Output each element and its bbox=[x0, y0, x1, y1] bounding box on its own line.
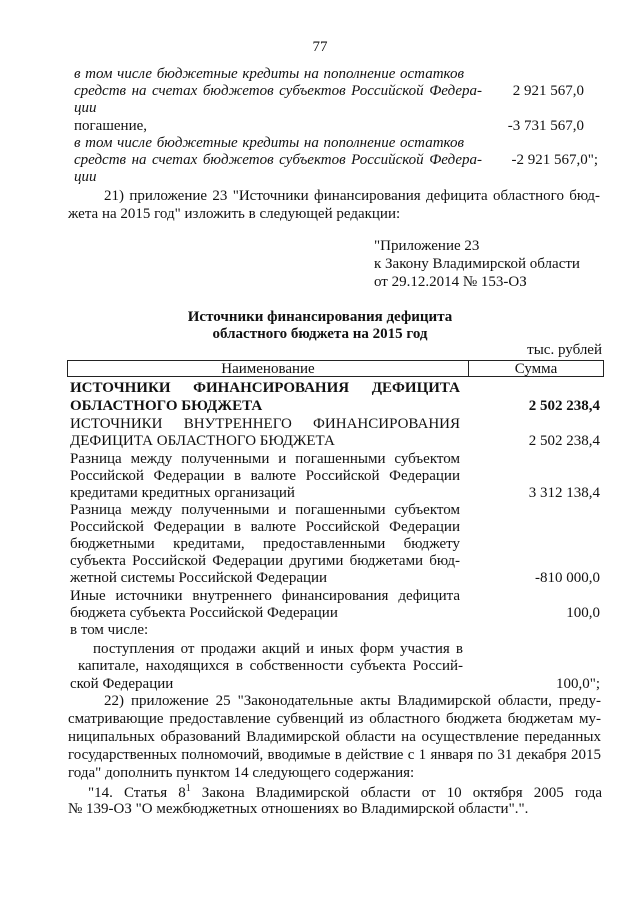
entry-amount: 2 921 567,0 bbox=[512, 83, 584, 99]
table-row-text: ДЕФИЦИТА ОБЛАСТНОГО БЮДЖЕТА bbox=[70, 433, 335, 449]
item22-line: сматривающие предоставление субвенций из областного бюджета бюджетам му- bbox=[68, 711, 601, 727]
table-row-amount: 3 312 138,4 bbox=[528, 485, 600, 501]
column-header-name: Наименование bbox=[221, 361, 315, 377]
item22-line: года" дополнить пунктом 14 следующего содержания: bbox=[68, 765, 415, 781]
table-row-text: ИСТОЧНИКИ ВНУТРЕННЕГО ФИНАНСИРОВАНИЯ bbox=[70, 416, 460, 432]
superscript: 1 bbox=[185, 783, 191, 794]
table-row-text: капитале, находящихся в собственности субъекта Россий- bbox=[78, 658, 463, 674]
column-header-amount: Сумма bbox=[514, 361, 558, 377]
table-row-text: Иные источники внутреннего финансирования дефицита bbox=[70, 588, 460, 604]
table-row-amount: 2 502 238,4 bbox=[528, 433, 600, 449]
table-row-text: Российской Федерации в валюте Российской Федерации bbox=[70, 519, 460, 535]
item22-line: 22) приложение 25 "Законодательные акты Владимирской области, преду- bbox=[104, 693, 601, 709]
entry-text-line: в том числе бюджетные кредиты на пополнение остатков bbox=[74, 135, 464, 151]
table-row-text: бюджета субъекта Российской Федерации bbox=[70, 605, 338, 621]
table-row-amount: 100,0"; bbox=[555, 676, 600, 692]
entry-text-line: ции bbox=[74, 169, 97, 185]
item22-line: ниципальных образований Владимирской области на осуществление переданных bbox=[68, 729, 601, 745]
table-row-text: бюджетными кредитами, предоставленными бюджету bbox=[70, 536, 460, 552]
item21-line: 21) приложение 23 "Источники финансирования дефицита областного бюд- bbox=[104, 188, 600, 204]
entry-text-line: средств на счетах бюджетов субъектов Российской Федера- bbox=[74, 152, 482, 168]
entry-text-line: средств на счетах бюджетов субъектов Российской Федера- bbox=[74, 83, 482, 99]
page-number: 77 bbox=[312, 39, 328, 55]
appendix-ref-line: "Приложение 23 bbox=[374, 238, 480, 254]
entry-text-line: в том числе бюджетные кредиты на пополнение остатков bbox=[74, 66, 464, 82]
item22-line: государственных полномочий, вводимые в действие с 1 января по 31 декабря 2015 bbox=[68, 747, 601, 763]
item21-line: жета на 2015 год" изложить в следующей редакции: bbox=[68, 206, 401, 222]
table-title: Источники финансирования дефицита bbox=[187, 309, 453, 325]
entry-text-line: погашение, bbox=[74, 118, 148, 134]
appendix-ref-line: от 29.12.2014 № 153-ОЗ bbox=[374, 274, 527, 290]
item14-text: Закона Владимирской области от 10 октября 2005 года bbox=[190, 785, 602, 801]
appendix-ref-line: к Закону Владимирской области bbox=[374, 256, 580, 272]
table-row-text: жетной системы Российской Федерации bbox=[70, 570, 328, 586]
entry-text-line: ции bbox=[74, 100, 97, 116]
table-row-amount: 100,0 bbox=[566, 605, 600, 621]
entry-amount: -3 731 567,0 bbox=[507, 118, 584, 134]
units-label: тыс. рублей bbox=[527, 342, 602, 358]
table-row-text: ской Федерации bbox=[70, 676, 174, 692]
entry-amount: -2 921 567,0"; bbox=[511, 152, 598, 168]
table-row-text: Разница между полученными и погашенными субъектом bbox=[70, 451, 460, 467]
table-row-text: Российской Федерации в валюте Российской Федерации bbox=[70, 468, 460, 484]
table-row-amount: -810 000,0 bbox=[535, 570, 600, 586]
table-row-text: кредитами кредитных организаций bbox=[70, 485, 295, 501]
table-row-text: поступления от продажи акций и иных форм участия в bbox=[93, 641, 463, 657]
item14-line bbox=[88, 783, 602, 802]
table-row-text: Разница между полученными и погашенными субъектом bbox=[70, 502, 460, 518]
table-row-amount: 2 502 238,4 bbox=[528, 398, 600, 414]
item14-text: "14. Статья 8 bbox=[88, 785, 186, 801]
table-title: областного бюджета на 2015 год bbox=[212, 326, 428, 342]
table-row-text: ИСТОЧНИКИ ФИНАНСИРОВАНИЯ ДЕФИЦИТА bbox=[70, 380, 460, 396]
table-border bbox=[603, 360, 604, 377]
table-row-text: ОБЛАСТНОГО БЮДЖЕТА bbox=[70, 398, 263, 414]
item14-line: № 139-ОЗ "О межбюджетных отношениях во Владимирской области".". bbox=[68, 801, 529, 817]
table-row-text: субъекта Российской Федерации другими бюджетами бюд- bbox=[70, 553, 460, 569]
table-row-text: в том числе: bbox=[70, 622, 149, 638]
